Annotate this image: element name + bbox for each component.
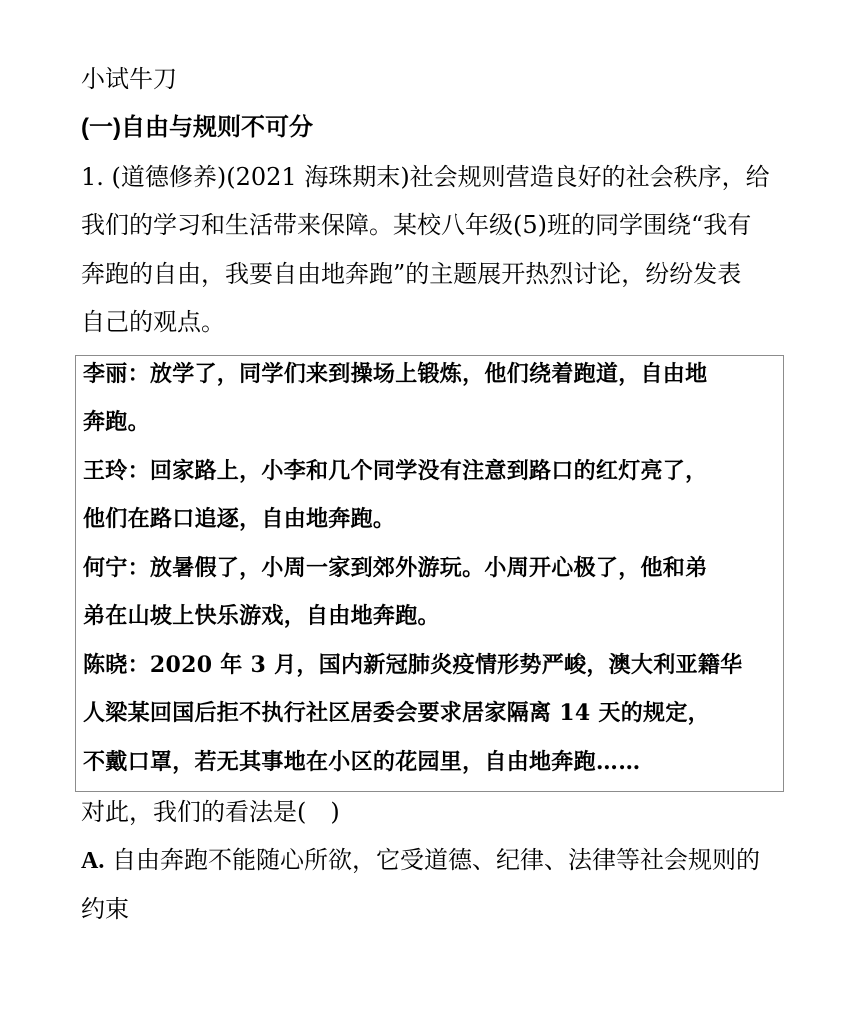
question-line: 1. (道德修养)(2021 海珠期末)社会规则营造良好的社会秩序，给 xyxy=(81,163,770,191)
discussion-line: 王玲：回家路上，小李和几个同学没有注意到路口的红灯亮了， xyxy=(83,458,708,484)
discussion-line: 不戴口罩，若无其事地在小区的花园里，自由地奔跑…… xyxy=(83,749,641,775)
discussion-line: 弟在山坡上快乐游戏，自由地奔跑。 xyxy=(83,603,440,629)
discussion-line: 他们在路口追逐，自由地奔跑。 xyxy=(83,506,396,532)
discussion-line: 陈晓：2020 年 3 月，国内新冠肺炎疫情形势严峻，澳大利亚籍华 xyxy=(83,652,743,678)
option-a-text: 自由奔跑不能随心所欲，它受道德、纪律、法律等社会规则的 xyxy=(104,846,760,874)
discussion-line: 李丽：放学了，同学们来到操场上锻炼，他们绕着跑道，自由地 xyxy=(83,361,708,387)
option-a-letter: A. xyxy=(81,848,105,874)
option-a-continuation: 约束 xyxy=(81,895,129,923)
question-prompt: 对此，我们的看法是( ) xyxy=(81,798,340,826)
discussion-line: 何宁：放暑假了，小周一家到郊外游玩。小周开心极了，他和弟 xyxy=(83,555,708,581)
discussion-box xyxy=(75,355,784,792)
question-line: 自己的观点。 xyxy=(81,308,225,336)
question-line: 奔跑的自由，我要自由地奔跑”的主题展开热烈讨论，纷纷发表 xyxy=(81,260,742,288)
section-title: 小试牛刀 xyxy=(81,65,177,93)
discussion-line: 人梁某回国后拒不执行社区居委会要求居家隔离 14 天的规定， xyxy=(83,700,710,726)
subsection-title: (一)自由与规则不可分 xyxy=(81,114,313,141)
option-a xyxy=(81,845,760,876)
discussion-line: 奔跑。 xyxy=(83,409,150,435)
question-line: 我们的学习和生活带来保障。某校八年级(5)班的同学围绕“我有 xyxy=(81,211,752,239)
